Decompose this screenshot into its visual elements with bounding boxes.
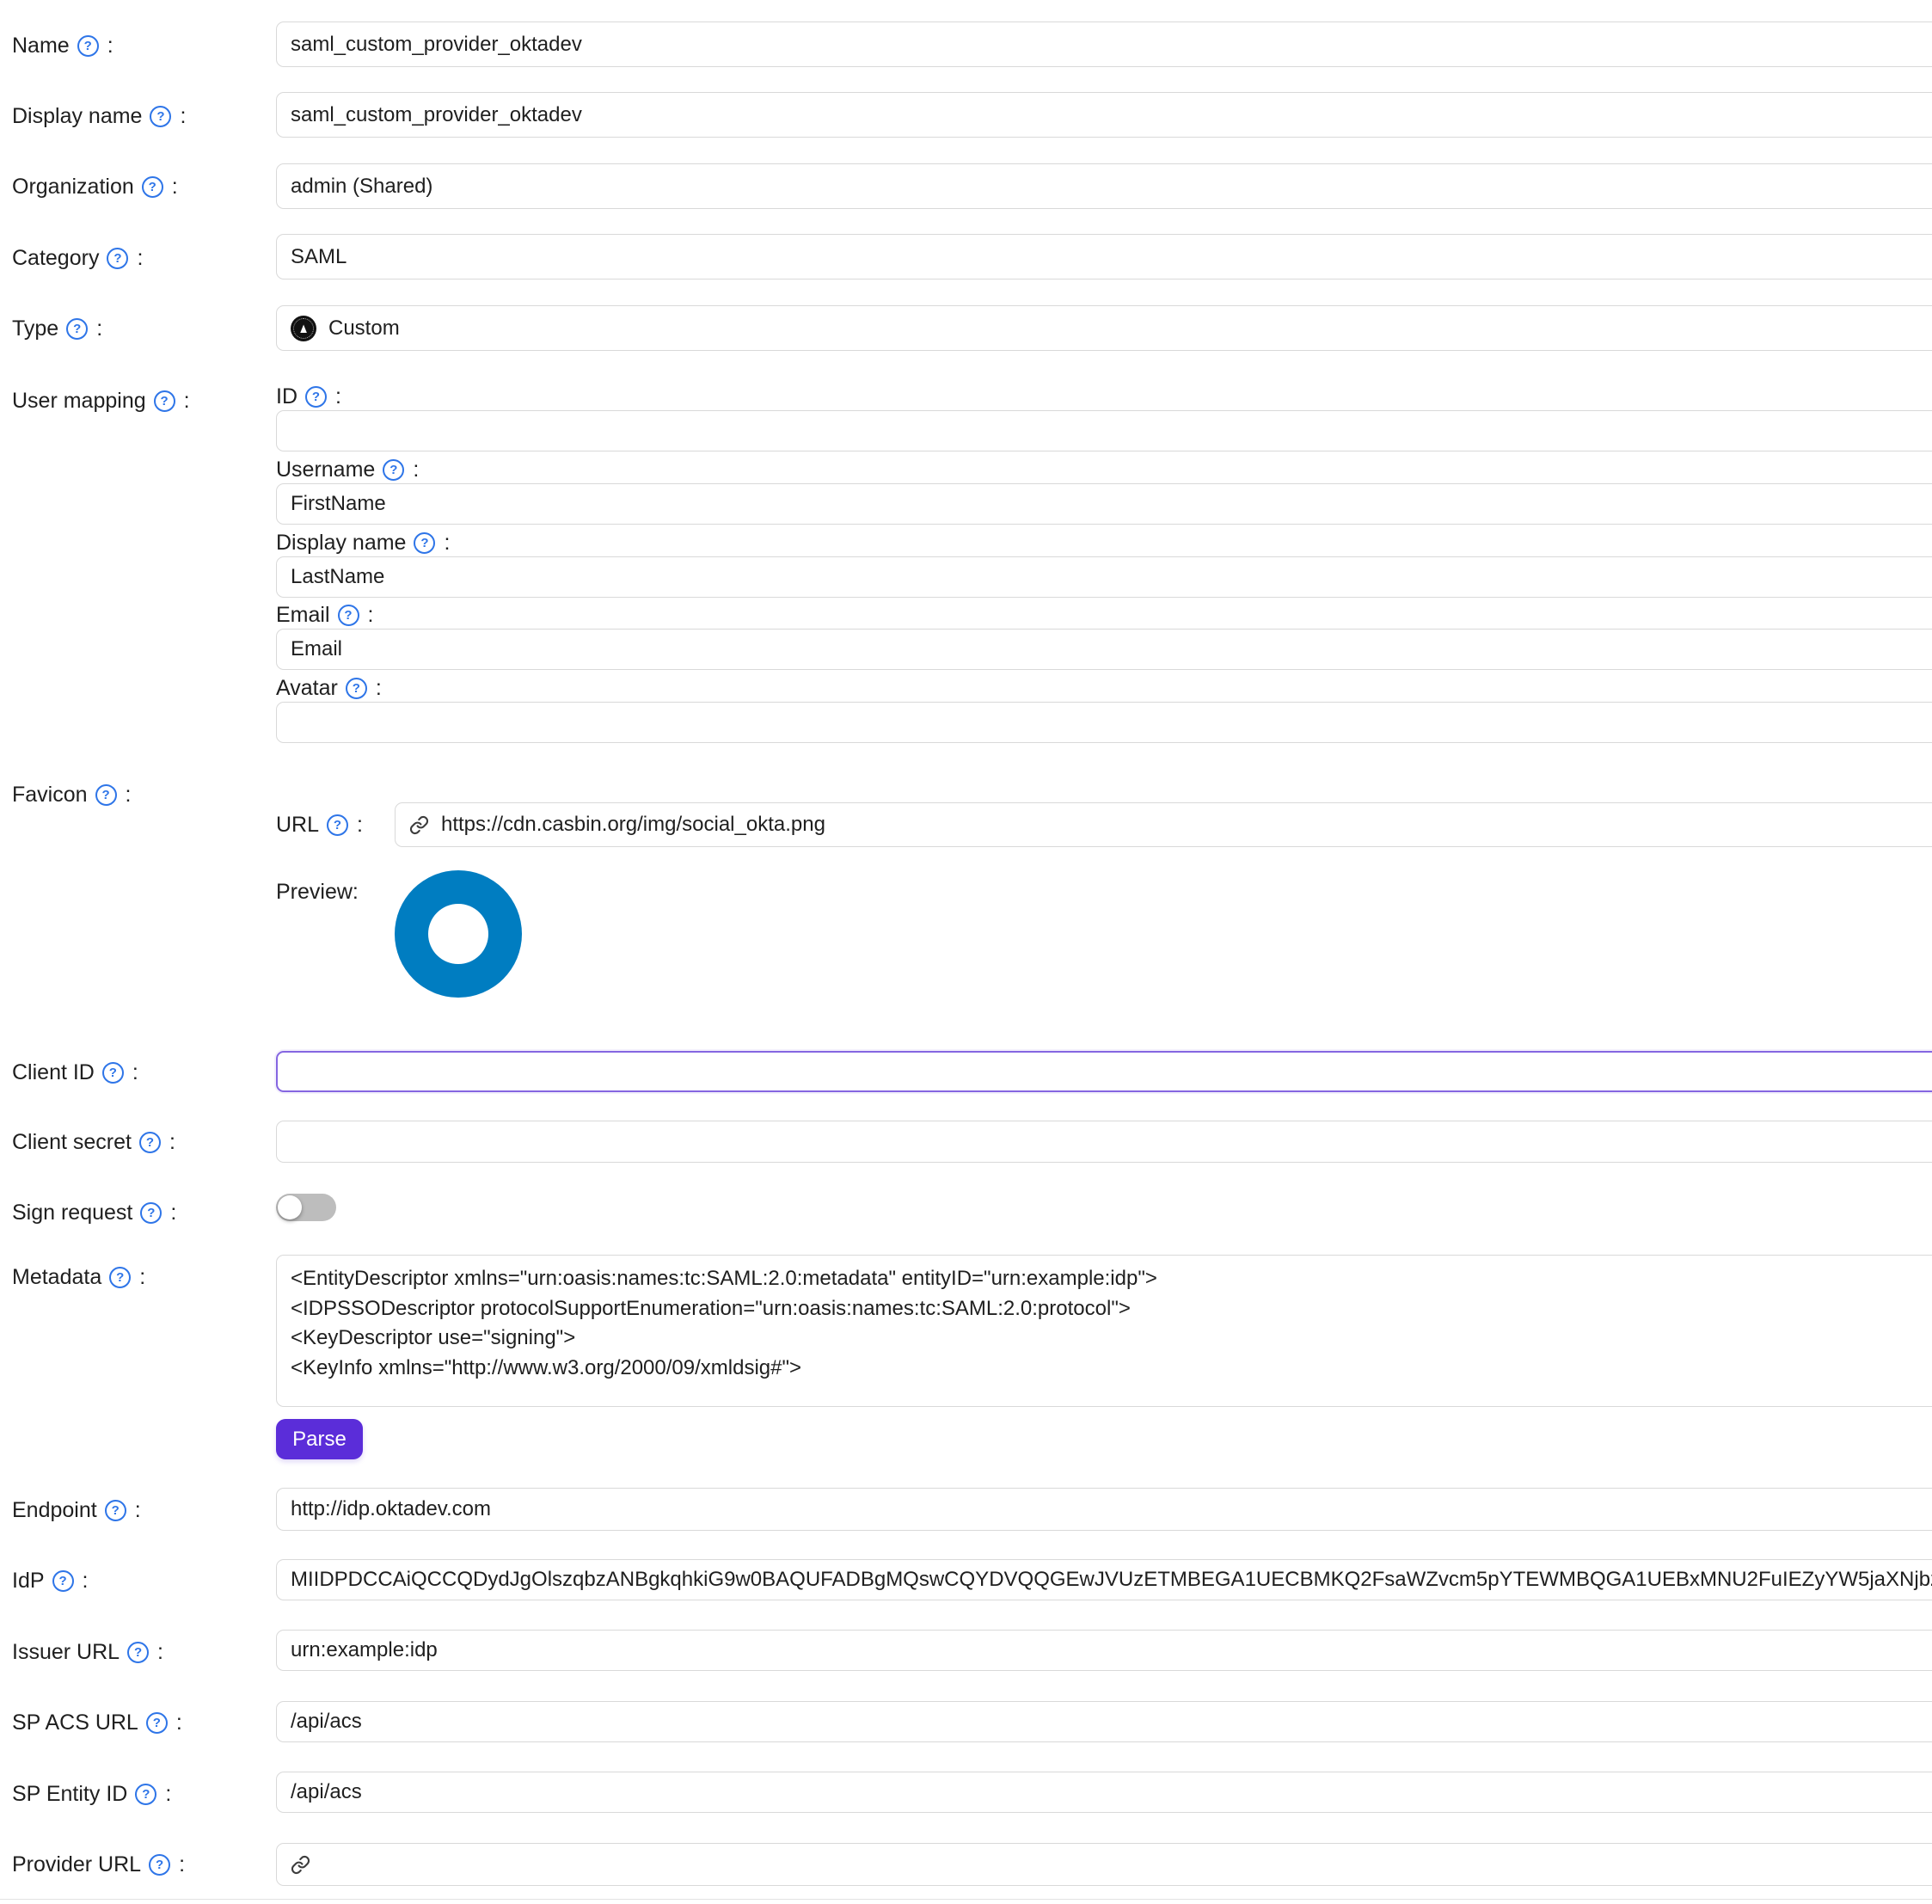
user-mapping-id-label bbox=[276, 382, 341, 411]
client-id-input[interactable] bbox=[276, 1051, 1932, 1092]
colon: : bbox=[183, 388, 190, 413]
favicon-url-label bbox=[276, 802, 363, 847]
user-mapping-id-input[interactable] bbox=[276, 410, 1932, 451]
user-mapping-label bbox=[12, 379, 190, 422]
user-mapping-avatar-label bbox=[276, 673, 382, 703]
client-secret-label bbox=[12, 1121, 175, 1164]
help-icon[interactable]: ? bbox=[95, 784, 117, 806]
type-label bbox=[12, 307, 102, 350]
help-icon[interactable]: ? bbox=[149, 1854, 170, 1876]
colon: : bbox=[335, 384, 341, 408]
colon: : bbox=[165, 1781, 172, 1806]
sign-request-toggle[interactable] bbox=[276, 1194, 336, 1221]
category-label-text: Category bbox=[12, 245, 100, 270]
toggle-knob bbox=[278, 1195, 302, 1219]
client-id-label bbox=[12, 1051, 138, 1094]
help-icon[interactable]: ? bbox=[109, 1267, 131, 1288]
endpoint-label bbox=[12, 1489, 141, 1532]
provider-url-label-text: Provider URL bbox=[12, 1852, 142, 1876]
favicon-label bbox=[12, 773, 132, 816]
favicon-preview-image bbox=[395, 870, 522, 998]
colon: : bbox=[157, 1639, 163, 1664]
colon: : bbox=[96, 316, 103, 341]
user-mapping-avatar-input[interactable] bbox=[276, 702, 1932, 743]
category-label bbox=[12, 236, 143, 279]
avatar-label-text: Avatar bbox=[276, 675, 338, 700]
colon: : bbox=[444, 530, 451, 555]
help-icon[interactable]: ? bbox=[77, 35, 99, 57]
help-icon[interactable]: ? bbox=[135, 1784, 156, 1805]
help-icon[interactable]: ? bbox=[52, 1570, 74, 1592]
organization-value: admin (Shared) bbox=[291, 174, 433, 198]
help-icon[interactable]: ? bbox=[327, 814, 348, 836]
sp-acs-url-label-text: SP ACS URL bbox=[12, 1710, 138, 1735]
help-icon[interactable]: ? bbox=[102, 1062, 124, 1084]
colon: : bbox=[175, 1710, 182, 1735]
parse-button[interactable]: Parse bbox=[276, 1419, 363, 1459]
help-icon[interactable]: ? bbox=[414, 532, 435, 554]
favicon-label-text: Favicon bbox=[12, 782, 88, 807]
sp-entity-id-label bbox=[12, 1772, 171, 1815]
colon: : bbox=[375, 675, 382, 700]
user-mapping-username-input[interactable] bbox=[276, 483, 1932, 525]
provider-url-input[interactable] bbox=[276, 1843, 1932, 1886]
colon: : bbox=[137, 245, 144, 270]
idp-label-text: IdP bbox=[12, 1568, 45, 1593]
colon: : bbox=[107, 33, 113, 58]
organization-label bbox=[12, 165, 178, 208]
metadata-line: <EntityDescriptor xmlns="urn:oasis:names:tc:SAML:2.0:metadata" entityID="urn:example:idp"> bbox=[291, 1267, 1157, 1290]
provider-url-label bbox=[12, 1843, 185, 1886]
preview-label-text: Preview: bbox=[276, 879, 359, 904]
user-mapping-username-label bbox=[276, 455, 419, 484]
metadata-label bbox=[12, 1256, 145, 1299]
metadata-textarea[interactable] bbox=[276, 1255, 1932, 1407]
client-secret-input[interactable] bbox=[276, 1121, 1932, 1163]
organization-select[interactable] bbox=[276, 163, 1932, 209]
colon: : bbox=[171, 174, 178, 199]
metadata-line: <KeyDescriptor use="signing"> bbox=[291, 1326, 576, 1349]
type-select[interactable] bbox=[276, 305, 1932, 351]
username-label-text: Username bbox=[276, 457, 376, 482]
idp-certificate-input[interactable] bbox=[276, 1559, 1932, 1600]
help-icon[interactable]: ? bbox=[150, 106, 171, 127]
issuer-url-input[interactable] bbox=[276, 1630, 1932, 1671]
type-value: Custom bbox=[328, 316, 400, 340]
help-icon[interactable]: ? bbox=[127, 1642, 149, 1663]
user-mapping-email-label bbox=[276, 600, 373, 630]
display-name-label bbox=[12, 95, 186, 138]
section-divider bbox=[0, 1899, 1932, 1900]
user-mapping-display-name-input[interactable] bbox=[276, 556, 1932, 598]
display-name-label-text: Display name bbox=[12, 103, 143, 128]
organization-label-text: Organization bbox=[12, 174, 134, 199]
endpoint-label-text: Endpoint bbox=[12, 1497, 97, 1522]
help-icon[interactable]: ? bbox=[66, 318, 88, 340]
email-label-text: Email bbox=[276, 602, 330, 627]
help-icon[interactable]: ? bbox=[107, 248, 128, 269]
name-input[interactable] bbox=[276, 21, 1932, 67]
sp-entity-id-label-text: SP Entity ID bbox=[12, 1781, 128, 1806]
user-mapping-display-name-label bbox=[276, 528, 450, 557]
name-label-text: Name bbox=[12, 33, 70, 58]
category-value: SAML bbox=[291, 244, 347, 268]
sign-request-label-text: Sign request bbox=[12, 1200, 133, 1225]
metadata-line: <KeyInfo xmlns="http://www.w3.org/2000/09/xmldsig#"> bbox=[291, 1355, 802, 1379]
colon: : bbox=[82, 1568, 89, 1593]
client-secret-label-text: Client secret bbox=[12, 1129, 132, 1154]
sign-request-label bbox=[12, 1191, 176, 1234]
colon: : bbox=[413, 457, 420, 482]
sp-entity-id-input[interactable] bbox=[276, 1772, 1932, 1813]
link-icon bbox=[291, 1855, 310, 1875]
colon: : bbox=[132, 1059, 138, 1084]
help-icon[interactable]: ? bbox=[305, 386, 327, 408]
colon: : bbox=[125, 782, 132, 807]
help-icon[interactable]: ? bbox=[154, 390, 175, 412]
colon: : bbox=[357, 812, 363, 837]
colon: : bbox=[170, 1200, 177, 1225]
endpoint-input[interactable] bbox=[276, 1488, 1932, 1531]
custom-provider-icon-glyph: ▲ bbox=[297, 320, 310, 336]
issuer-url-label-text: Issuer URL bbox=[12, 1639, 120, 1664]
favicon-url-value: https://cdn.casbin.org/img/social_okta.png bbox=[441, 813, 825, 836]
id-label-text: ID bbox=[276, 384, 297, 408]
category-select[interactable] bbox=[276, 234, 1932, 279]
help-icon[interactable]: ? bbox=[338, 605, 359, 626]
help-icon[interactable]: ? bbox=[139, 1132, 161, 1153]
help-icon[interactable]: ? bbox=[346, 678, 367, 699]
name-label bbox=[12, 24, 113, 67]
client-id-label-text: Client ID bbox=[12, 1059, 95, 1084]
sp-acs-url-input[interactable] bbox=[276, 1701, 1932, 1742]
um-display-name-label-text: Display name bbox=[276, 530, 407, 555]
help-icon[interactable]: ? bbox=[105, 1500, 126, 1521]
help-icon[interactable]: ? bbox=[140, 1202, 162, 1224]
help-icon[interactable]: ? bbox=[383, 459, 404, 481]
display-name-input[interactable] bbox=[276, 92, 1932, 138]
favicon-url-input[interactable] bbox=[395, 802, 1932, 847]
metadata-line: <IDPSSODescriptor protocolSupportEnumeration="urn:oasis:names:tc:SAML:2.0:protocol"> bbox=[291, 1296, 1131, 1320]
colon: : bbox=[367, 602, 374, 627]
colon: : bbox=[139, 1264, 146, 1289]
metadata-label-text: Metadata bbox=[12, 1264, 102, 1289]
help-icon[interactable]: ? bbox=[142, 176, 163, 198]
custom-provider-icon bbox=[291, 316, 316, 341]
link-icon bbox=[409, 815, 429, 835]
idp-label bbox=[12, 1559, 88, 1602]
help-icon[interactable]: ? bbox=[146, 1712, 168, 1734]
url-label-text: URL bbox=[276, 812, 320, 837]
colon: : bbox=[179, 1852, 186, 1876]
sp-acs-url-label bbox=[12, 1701, 182, 1744]
colon: : bbox=[169, 1129, 175, 1154]
favicon-preview-label bbox=[276, 870, 359, 913]
issuer-url-label bbox=[12, 1631, 163, 1674]
user-mapping-email-input[interactable] bbox=[276, 629, 1932, 670]
colon: : bbox=[180, 103, 187, 128]
user-mapping-label-text: User mapping bbox=[12, 388, 146, 413]
colon: : bbox=[134, 1497, 141, 1522]
type-label-text: Type bbox=[12, 316, 59, 341]
